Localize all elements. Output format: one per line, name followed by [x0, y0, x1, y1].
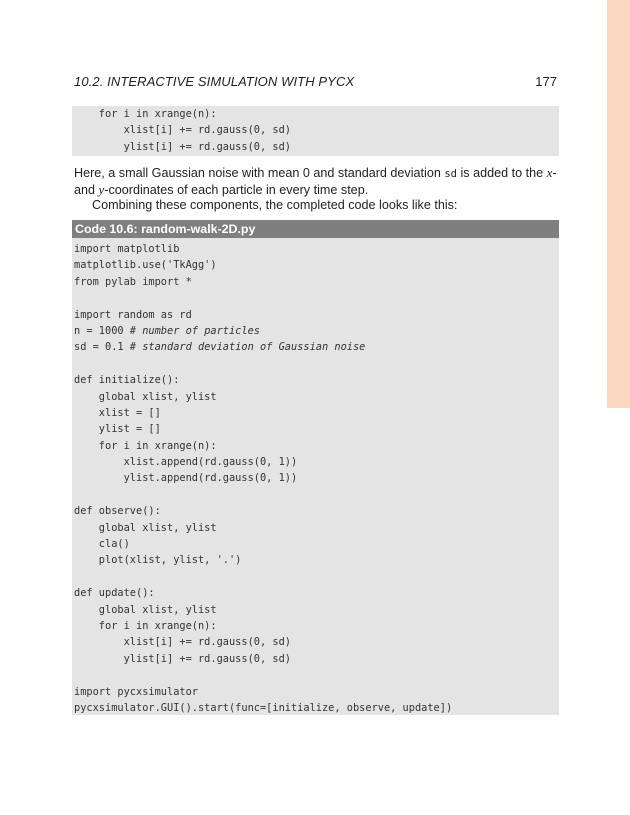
section-title: 10.2. INTERACTIVE SIMULATION WITH PYCX	[74, 74, 355, 89]
code-text: xlist = []	[74, 406, 161, 419]
code-text: def observe():	[74, 505, 161, 518]
code-line	[74, 684, 452, 700]
code-text: from pylab import *	[74, 275, 192, 288]
code-text: def update():	[74, 587, 155, 600]
code-text: ylist = []	[74, 423, 161, 436]
code-text: plot(xlist, ylist, '.')	[74, 554, 242, 567]
code-snippet	[72, 106, 559, 156]
code-line	[74, 487, 452, 503]
code-text: xlist[i] += rd.gauss(0, sd)	[74, 636, 291, 649]
code-text: import pycxsimulator	[74, 685, 198, 698]
text-run: -coordinates of each particle in every time step.	[104, 183, 369, 197]
code-line	[74, 634, 452, 650]
code-line	[74, 356, 452, 372]
code-text: global xlist, ylist	[74, 521, 217, 534]
code-line	[74, 602, 452, 618]
code-line	[74, 700, 452, 716]
code-snippet-text	[74, 106, 291, 155]
code-text: import matplotlib	[74, 243, 180, 255]
code-text: n = 1000	[74, 324, 130, 337]
paragraph-combining: Combining these components, the completed code looks like this:	[92, 198, 458, 212]
code-line	[74, 307, 452, 323]
code-text: global xlist, ylist	[74, 603, 217, 616]
math-y: y	[98, 182, 105, 197]
code-line	[74, 618, 452, 634]
page-number: 177	[535, 74, 557, 89]
code-line	[74, 339, 452, 355]
code-line	[74, 667, 452, 683]
code-text: sd = 0.1	[74, 341, 130, 354]
chapter-side-tab	[607, 0, 630, 408]
code-line: xlist[i] += rd.gauss(0, sd)	[74, 124, 291, 137]
code-line	[74, 536, 452, 552]
code-line	[74, 241, 452, 257]
code-line	[74, 585, 452, 601]
code-listing-text	[74, 241, 452, 716]
code-line	[74, 569, 452, 585]
text-run: - and	[74, 166, 557, 197]
code-line	[74, 389, 452, 405]
inline-code-sd: sd	[444, 168, 457, 180]
math-x: x	[546, 165, 553, 180]
code-line: ylist[i] += rd.gauss(0, sd)	[74, 140, 291, 153]
code-text: matplotlib.use('TkAgg')	[74, 259, 217, 272]
code-line	[74, 520, 452, 536]
paragraph-noise-explanation	[74, 165, 558, 198]
code-line	[74, 421, 452, 437]
code-text: pycxsimulator.GUI().start(func=[initialize, observe, update])	[74, 701, 453, 714]
code-text: for i in xrange(n):	[74, 619, 217, 632]
code-line	[74, 470, 452, 486]
code-line	[74, 323, 452, 339]
code-text: for i in xrange(n):	[74, 439, 217, 452]
code-comment: # number of particles	[129, 324, 260, 337]
code-line	[74, 372, 452, 388]
code-comment: # standard deviation of Gaussian noise	[129, 341, 366, 354]
code-text: cla()	[74, 538, 130, 551]
code-line	[74, 257, 452, 273]
text-run: is added to the	[456, 166, 547, 180]
code-text: import random as rd	[74, 308, 192, 321]
caption-text: Code 10.6: random-walk-2D.py	[75, 222, 256, 236]
code-text: xlist.append(rd.gauss(0, 1))	[74, 456, 298, 469]
code-line	[74, 454, 452, 470]
code-line	[74, 503, 452, 519]
code-line	[74, 552, 452, 568]
code-listing	[72, 238, 559, 715]
code-text: ylist.append(rd.gauss(0, 1))	[74, 472, 298, 485]
code-line: for i in xrange(n):	[74, 108, 217, 120]
code-line	[74, 651, 452, 667]
code-text: ylist[i] += rd.gauss(0, sd)	[74, 652, 291, 665]
code-line	[74, 290, 452, 306]
code-line	[74, 438, 452, 454]
code-text: global xlist, ylist	[74, 390, 217, 403]
code-line	[74, 274, 452, 290]
code-text: def initialize():	[74, 374, 180, 387]
text-run: Here, a small Gaussian noise with mean 0 and standard deviation	[74, 166, 445, 180]
running-header	[74, 74, 557, 92]
code-line	[74, 405, 452, 421]
code-listing-caption	[72, 220, 559, 238]
